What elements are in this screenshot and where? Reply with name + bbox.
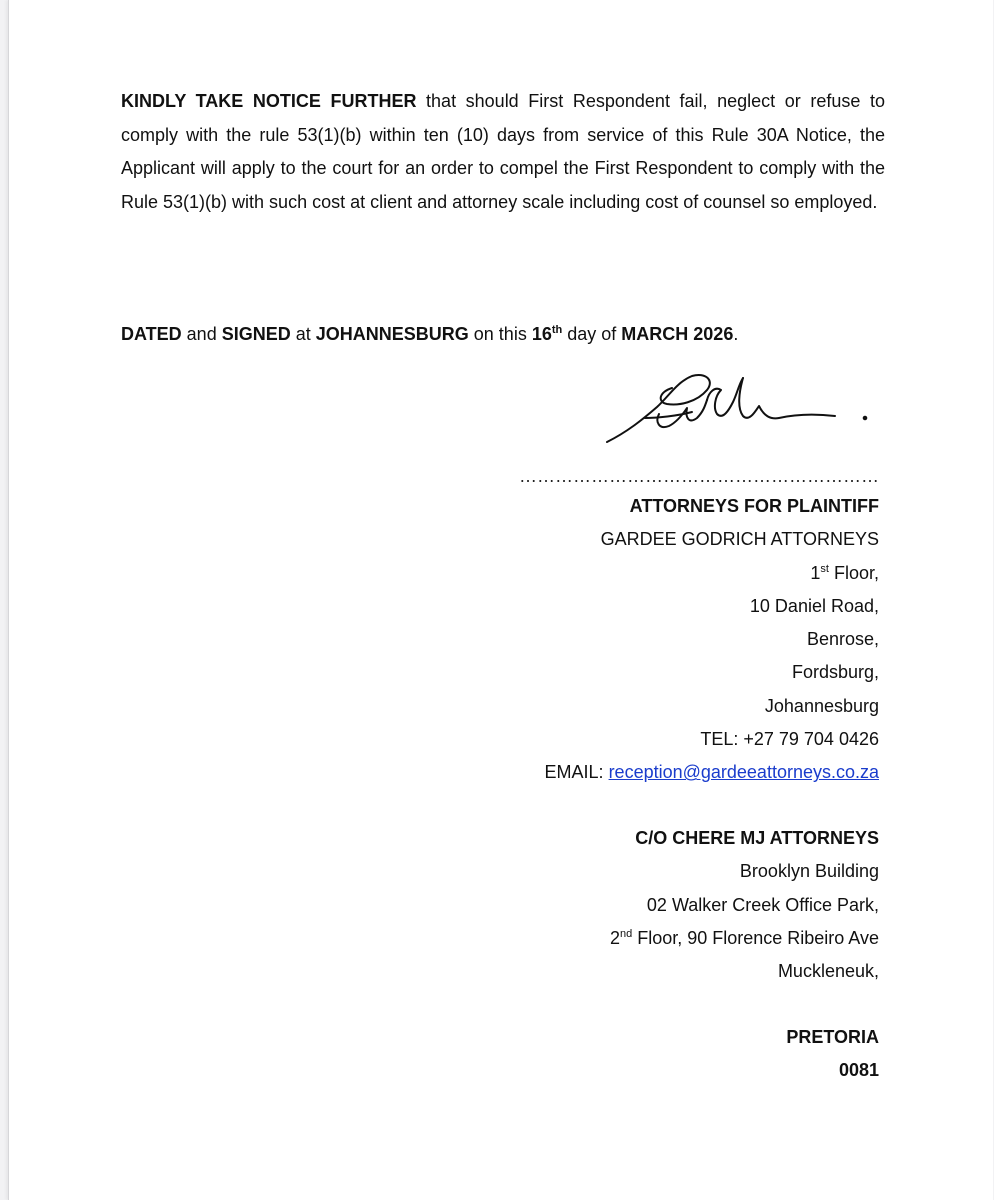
notice-paragraph (121, 85, 885, 219)
correspondent-floor-number: 2 (609, 927, 620, 948)
floor-suffix: st (820, 562, 829, 575)
attorneys-heading: ATTORNEYS FOR PLAINTIFF (629, 496, 879, 516)
signed-word: SIGNED (221, 324, 291, 344)
dated-month-year: MARCH 2026 (621, 324, 734, 344)
city-line: Johannesburg (764, 695, 879, 716)
attorneys-address-block (379, 490, 879, 790)
postal-code: 0081 (838, 1060, 879, 1081)
email-line (379, 756, 879, 789)
correspondent-floor-suffix: nd (619, 927, 633, 940)
dated-end: . (733, 324, 739, 344)
building-line: Brooklyn Building (739, 861, 879, 882)
dated-at: at (290, 324, 316, 344)
handwritten-signature (597, 362, 887, 452)
dated-on-this: on this (468, 324, 532, 344)
correspondent-heading: C/O CHERE MJ ATTORNEYS (635, 828, 879, 848)
notice-text: that should First Respondent fail, neglect or refuse to comply with the rule 53(1)(b) within ten (10) days from service of this Rule 30A Notice, the Applicant will apply to the court for an order to compel the First Respondent to comply with the Rule 53(1)(b) with such cost at client and attorney scale including cost of counsel so employed. (121, 91, 885, 212)
notice-lead: KINDLY TAKE NOTICE FURTHER (121, 91, 417, 111)
dated-word: DATED (121, 324, 182, 344)
dated-and: and (181, 324, 222, 344)
email-label: EMAIL: (544, 762, 609, 783)
correspondent-address-block (379, 822, 879, 988)
pretoria-block (379, 1021, 879, 1088)
area-line: Fordsburg, (791, 662, 879, 683)
day-number: 16 (531, 324, 552, 344)
correspondent-floor-rest: Floor, 90 Florence Ribeiro Ave (632, 927, 879, 948)
correspondent-suburb-line: Muckleneuk, (777, 961, 879, 982)
signature-line: …………………………………………………… (519, 466, 879, 486)
day-suffix: th (551, 324, 563, 336)
park-line: 02 Walker Creek Office Park, (646, 894, 879, 915)
tel-line: TEL: +27 79 704 0426 (700, 729, 879, 750)
dated-day-of: day of (562, 324, 622, 344)
dated-day (532, 324, 562, 344)
dated-line (121, 318, 901, 351)
street-line: 10 Daniel Road, (749, 595, 879, 616)
suburb-line: Benrose, (806, 629, 879, 650)
floor-rest: Floor, (828, 562, 879, 583)
correspondent-floor-line (379, 922, 879, 955)
firm-name: GARDEE GODRICH ATTORNEYS (600, 529, 879, 550)
floor-number: 1 (810, 562, 821, 583)
floor-line (379, 557, 879, 590)
email-link[interactable]: reception@gardeeattorneys.co.za (608, 762, 879, 783)
dated-place: JOHANNESBURG (315, 324, 469, 344)
pretoria-city: PRETORIA (786, 1027, 879, 1047)
document-page (8, 0, 993, 1200)
